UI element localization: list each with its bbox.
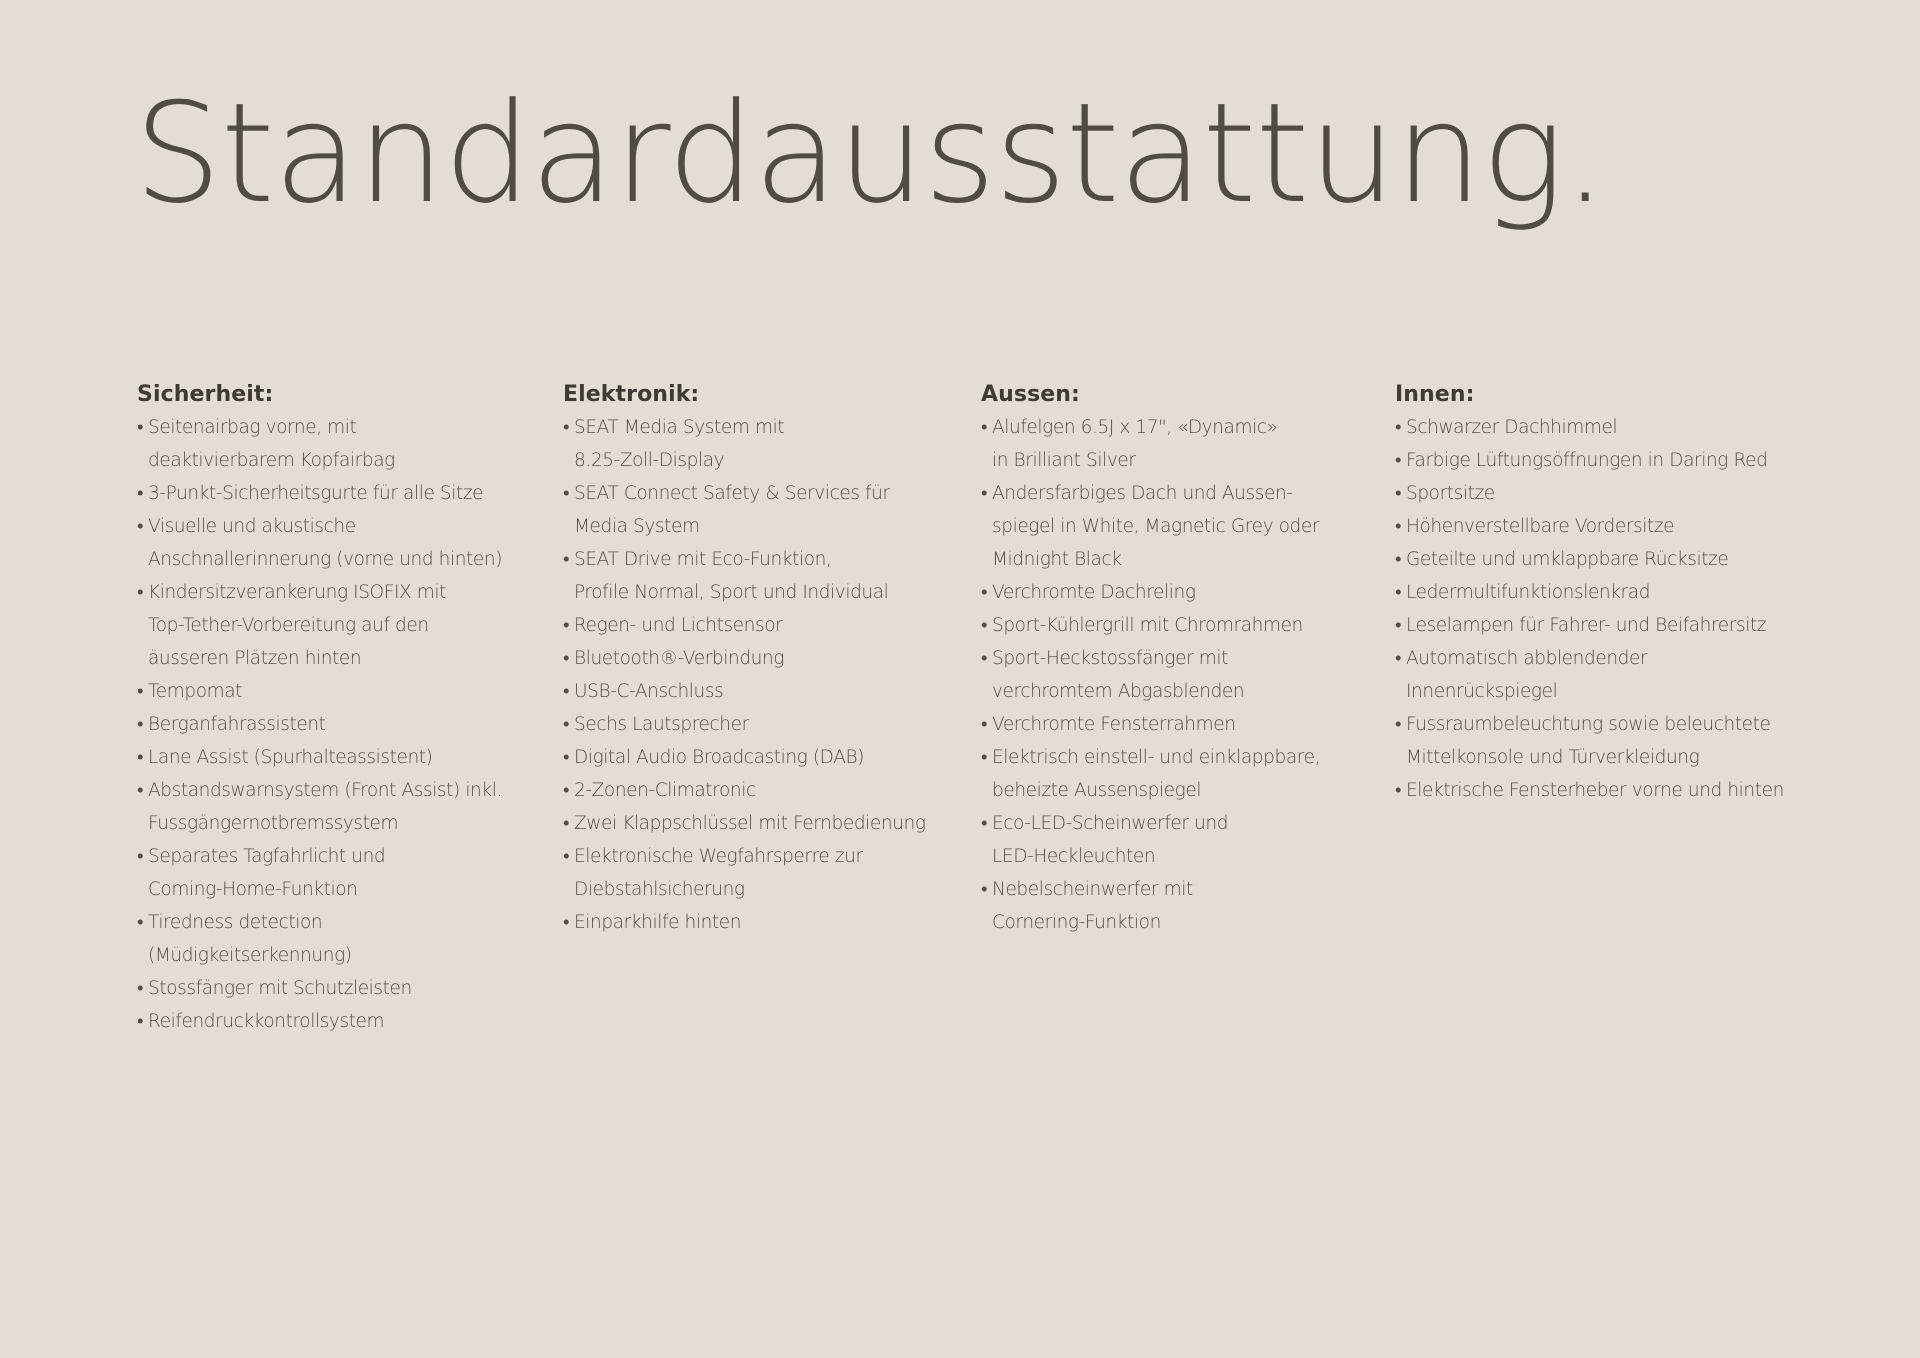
- bullet-icon: •: [563, 615, 570, 636]
- bullet-icon: •: [563, 549, 570, 570]
- bullet-icon: •: [137, 516, 144, 537]
- list-item-text: Anschnallerinnerung (vorne und hinten): [148, 549, 503, 570]
- list-item-text: SEAT Connect Safety & Services für: [574, 483, 890, 504]
- list-item: [981, 807, 1381, 873]
- bullet-icon: •: [981, 582, 988, 603]
- bullet-icon: •: [563, 747, 570, 768]
- list-item: [1395, 642, 1795, 708]
- bullet-icon: •: [563, 780, 570, 801]
- list-item: [137, 477, 537, 510]
- list-item: [1395, 510, 1795, 543]
- column-heading: Aussen:: [981, 382, 1080, 407]
- list-item: [563, 708, 963, 741]
- list-item-text: Tempomat: [148, 681, 243, 702]
- list-item-text: Zwei Klappschlüssel mit Fernbedienung: [574, 813, 926, 834]
- list-item-text: Abstandswarnsystem (Front Assist) inkl.: [148, 780, 502, 801]
- list-item-text: Midnight Black: [992, 549, 1122, 570]
- list-item-text: Elektrisch einstell- und einklappbare,: [992, 747, 1321, 768]
- list-item: [563, 609, 963, 642]
- list-item: [981, 642, 1381, 708]
- bullet-icon: •: [981, 483, 988, 504]
- list-item: [1395, 609, 1795, 642]
- list-item-text: 3-Punkt-Sicherheitsgurte für alle Sitze: [148, 483, 484, 504]
- list-item-text: Elektronische Wegfahrsperre zur: [574, 846, 863, 867]
- bullet-icon: •: [137, 846, 144, 867]
- feature-list: [1395, 411, 1795, 807]
- bullet-icon: •: [563, 813, 570, 834]
- bullet-icon: •: [137, 912, 144, 933]
- list-item: [563, 411, 963, 477]
- list-item-text: Mittelkonsole und Türverkleidung: [1406, 747, 1700, 768]
- bullet-icon: •: [1395, 582, 1402, 603]
- list-item: [981, 477, 1381, 576]
- list-item-text: Fussgängernotbremssystem: [148, 813, 399, 834]
- list-item-text: Reifendruckkontrollsystem: [148, 1011, 385, 1032]
- list-item-text: Coming-Home-Funktion: [148, 879, 358, 900]
- bullet-icon: •: [1395, 615, 1402, 636]
- list-item: [563, 906, 963, 939]
- list-item-text: Fussraumbeleuchtung sowie beleuchtete: [1406, 714, 1771, 735]
- bullet-icon: •: [1395, 549, 1402, 570]
- list-item: [563, 807, 963, 840]
- list-item: [563, 741, 963, 774]
- bullet-icon: •: [981, 714, 988, 735]
- list-item-text: Elektrische Fensterheber vorne und hinten: [1406, 780, 1784, 801]
- column-sicherheit: [137, 378, 537, 1038]
- bullet-icon: •: [981, 615, 988, 636]
- list-item-text: 8.25-Zoll-Display: [574, 450, 725, 471]
- bullet-icon: •: [981, 813, 988, 834]
- bullet-icon: •: [981, 747, 988, 768]
- bullet-icon: •: [1395, 417, 1402, 438]
- list-item: [137, 906, 537, 972]
- list-item-text: Geteilte und umklappbare Rücksitze: [1406, 549, 1729, 570]
- column-innen: [1395, 378, 1795, 807]
- list-item: [1395, 576, 1795, 609]
- bullet-icon: •: [1395, 450, 1402, 471]
- list-item-text: Sportsitze: [1406, 483, 1495, 504]
- list-item: [137, 708, 537, 741]
- bullet-icon: •: [1395, 648, 1402, 669]
- list-item: [981, 411, 1381, 477]
- list-item-text: Digital Audio Broadcasting (DAB): [574, 747, 864, 768]
- feature-list: [137, 411, 537, 1038]
- list-item: [137, 741, 537, 774]
- list-item: [981, 873, 1381, 939]
- list-item-text: Eco-LED-Scheinwerfer und: [992, 813, 1229, 834]
- bullet-icon: •: [137, 714, 144, 735]
- list-item-text: Sport-Kühlergrill mit Chromrahmen: [992, 615, 1303, 636]
- bullet-icon: •: [563, 483, 570, 504]
- list-item-text: Schwarzer Dachhimmel: [1406, 417, 1618, 438]
- list-item-text: Verchromte Fensterrahmen: [992, 714, 1236, 735]
- list-item-text: äusseren Plätzen hinten: [148, 648, 362, 669]
- list-item-text: Sport-Heckstossfänger mit: [992, 648, 1228, 669]
- list-item: [563, 840, 963, 906]
- bullet-icon: •: [1395, 714, 1402, 735]
- bullet-icon: •: [563, 648, 570, 669]
- bullet-icon: •: [137, 681, 144, 702]
- list-item-text: Andersfarbiges Dach und Aussen-: [992, 483, 1293, 504]
- list-item-text: Alufelgen 6.5J x 17", «Dynamic»: [992, 417, 1278, 438]
- list-item-text: Verchromte Dachreling: [992, 582, 1196, 603]
- column-heading: Sicherheit:: [137, 382, 274, 407]
- equipment-columns: [0, 378, 1920, 1078]
- list-item-text: Leselampen für Fahrer- und Beifahrersitz: [1406, 615, 1767, 636]
- list-item-text: Automatisch abblendender: [1406, 648, 1648, 669]
- bullet-icon: •: [1395, 483, 1402, 504]
- list-item: [137, 1005, 537, 1038]
- list-item: [1395, 477, 1795, 510]
- list-item-text: SEAT Drive mit Eco-Funktion,: [574, 549, 832, 570]
- list-item: [137, 510, 537, 576]
- bullet-icon: •: [563, 912, 570, 933]
- list-item-text: Ledermultifunktionslenkrad: [1406, 582, 1651, 603]
- bullet-icon: •: [981, 648, 988, 669]
- list-item: [137, 774, 537, 840]
- list-item: [563, 543, 963, 609]
- column-heading: Elektronik:: [563, 382, 700, 407]
- list-item: [137, 840, 537, 906]
- list-item: [563, 774, 963, 807]
- page-title: Standardausstattung.: [134, 73, 1607, 234]
- list-item-text: Separates Tagfahrlicht und: [148, 846, 386, 867]
- list-item-text: Top-Tether-Vorbereitung auf den: [148, 615, 429, 636]
- list-item-text: Profile Normal, Sport und Individual: [574, 582, 889, 603]
- bullet-icon: •: [563, 846, 570, 867]
- bullet-icon: •: [1395, 516, 1402, 537]
- list-item-text: in Brilliant Silver: [992, 450, 1136, 471]
- list-item-text: 2-Zonen-Climatronic: [574, 780, 756, 801]
- list-item-text: Berganfahrassistent: [148, 714, 326, 735]
- list-item-text: USB-C-Anschluss: [574, 681, 724, 702]
- column-heading: Innen:: [1395, 382, 1475, 407]
- list-item: [981, 741, 1381, 807]
- list-item-text: Lane Assist (Spurhalteassistent): [148, 747, 433, 768]
- bullet-icon: •: [137, 978, 144, 999]
- list-item: [1395, 411, 1795, 444]
- list-item: [563, 675, 963, 708]
- bullet-icon: •: [563, 681, 570, 702]
- bullet-icon: •: [137, 417, 144, 438]
- bullet-icon: •: [137, 747, 144, 768]
- bullet-icon: •: [1395, 780, 1402, 801]
- bullet-icon: •: [981, 417, 988, 438]
- list-item-text: Media System: [574, 516, 700, 537]
- list-item: [981, 708, 1381, 741]
- list-item-text: Stossfänger mit Schutzleisten: [148, 978, 412, 999]
- bullet-icon: •: [137, 582, 144, 603]
- list-item: [137, 411, 537, 477]
- bullet-icon: •: [137, 483, 144, 504]
- list-item-text: Cornering-Funktion: [992, 912, 1161, 933]
- bullet-icon: •: [563, 714, 570, 735]
- list-item: [137, 675, 537, 708]
- list-item-text: Diebstahlsicherung: [574, 879, 745, 900]
- list-item: [1395, 543, 1795, 576]
- list-item-text: Regen- und Lichtsensor: [574, 615, 783, 636]
- list-item-text: Seitenairbag vorne, mit: [148, 417, 357, 438]
- list-item-text: deaktivierbarem Kopfairbag: [148, 450, 395, 471]
- column-elektronik: [563, 378, 963, 939]
- list-item-text: Einparkhilfe hinten: [574, 912, 742, 933]
- feature-list: [981, 411, 1381, 939]
- list-item: [981, 576, 1381, 609]
- list-item-text: Tiredness detection: [148, 912, 323, 933]
- list-item: [1395, 444, 1795, 477]
- list-item-text: Farbige Lüftungsöffnungen in Daring Red: [1406, 450, 1768, 471]
- feature-list: [563, 411, 963, 939]
- list-item: [563, 477, 963, 543]
- list-item-text: Nebelscheinwerfer mit: [992, 879, 1193, 900]
- list-item-text: (Müdigkeitserkennung): [148, 945, 352, 966]
- list-item: [137, 972, 537, 1005]
- bullet-icon: •: [981, 879, 988, 900]
- bullet-icon: •: [137, 780, 144, 801]
- list-item-text: Sechs Lautsprecher: [574, 714, 749, 735]
- list-item: [981, 609, 1381, 642]
- list-item: [137, 576, 537, 675]
- list-item-text: Innenrückspiegel: [1406, 681, 1558, 702]
- list-item-text: LED-Heckleuchten: [992, 846, 1156, 867]
- list-item-text: Visuelle und akustische: [148, 516, 356, 537]
- list-item: [1395, 774, 1795, 807]
- list-item: [1395, 708, 1795, 774]
- list-item-text: spiegel in White, Magnetic Grey oder: [992, 516, 1320, 537]
- list-item-text: SEAT Media System mit: [574, 417, 785, 438]
- bullet-icon: •: [137, 1011, 144, 1032]
- column-aussen: [981, 378, 1381, 939]
- list-item-text: Bluetooth®-Verbindung: [574, 648, 785, 669]
- list-item-text: Kindersitzverankerung ISOFIX mit: [148, 582, 446, 603]
- bullet-icon: •: [563, 417, 570, 438]
- list-item-text: beheizte Aussenspiegel: [992, 780, 1202, 801]
- list-item-text: Höhenverstellbare Vordersitze: [1406, 516, 1675, 537]
- list-item: [563, 642, 963, 675]
- list-item-text: verchromtem Abgasblenden: [992, 681, 1245, 702]
